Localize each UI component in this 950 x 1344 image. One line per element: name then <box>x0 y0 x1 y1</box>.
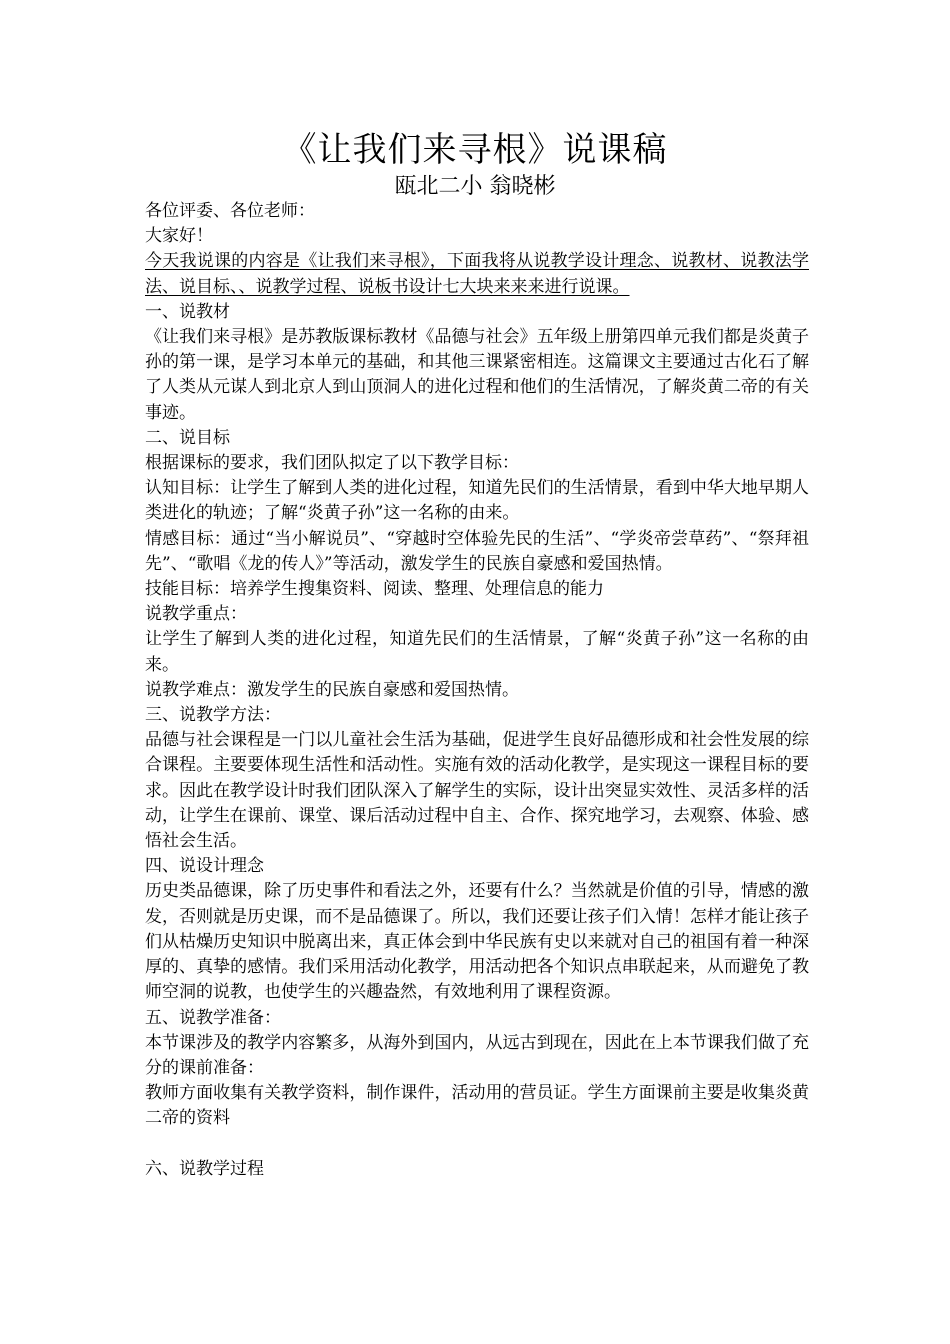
subheading: 说教学重点： <box>145 604 247 625</box>
body-paragraph: 《让我们来寻根》是苏教版课标教材《品德与社会》五年级上册第四单元我们都是炎黄子孙的第一课，是学习本单元的基础，和其他三课紧密相连。这篇课文主要通过古化石了解了人类从元谋人到北京人到山顶洞人的进化过程和他们的生活情况，了解炎黄二帝的有关事迹。 <box>145 327 809 423</box>
section-heading: 五、说教学准备： <box>145 1007 281 1028</box>
body-paragraph: 品德与社会课程是一门以儿童社会生活为基础，促进学生良好品德形成和社会性发展的综合课程。主要要体现生活性和活动性。实施有效的活动化教学，是实现这一课程目标的要求。因此在教学设计时我们团队深入了解学生的实际，设计出突显实效性、灵活多样的活动，让学生在课前、课堂、课后活动过程中自主、合作、探究地学习，去观察、体验、感悟社会生活。 <box>145 730 809 852</box>
section-heading: 二、说目标 <box>145 427 230 448</box>
document-title: 《让我们来寻根》说课稿 <box>282 130 668 170</box>
document-body <box>145 199 809 1182</box>
section-heading: 六、说教学过程 <box>145 1158 264 1179</box>
body-paragraph: 本节课涉及的教学内容繁多，从海外到国内，从远古到现在，因此在上本节课我们做了充分的课前准备： <box>145 1032 809 1078</box>
body-paragraph: 认知目标：让学生了解到人类的进化过程，知道先民们的生活情景，看到中华大地早期人类进化的轨迹；了解“炎黄子孙”这一名称的由来。 <box>145 478 809 524</box>
body-paragraph: 情感目标：通过“当小解说员”、“穿越时空体验先民的生活”、“学炎帝尝草药”、“祭拜祖先”、“歌唱《龙的传人》”等活动，激发学生的民族自豪感和爱国热情。 <box>145 528 809 574</box>
greeting-line: 大家好！ <box>145 226 213 247</box>
section-heading: 四、说设计理念 <box>145 856 264 877</box>
body-paragraph: 说教学难点：激发学生的民族自豪感和爱国热情。 <box>145 679 519 700</box>
body-paragraph: 教师方面收集有关教学资料，制作课件，活动用的营员证。学生方面课前主要是收集炎黄二帝的资料 <box>145 1083 809 1129</box>
section-heading: 一、说教材 <box>145 301 230 322</box>
blank-line <box>145 1132 809 1157</box>
body-paragraph: 技能目标：培养学生搜集资料、阅读、整理、处理信息的能力 <box>145 579 604 600</box>
intro-paragraph: 今天我说课的内容是《让我们来寻根》，下面我将从说教学设计理念、说教材、说教法学法、说目标、、说教学过程、说板书设计七大块来来来进行说课。 <box>145 251 809 297</box>
body-paragraph: 历史类品德课，除了历史事件和看法之外，还要有什么？当然就是价值的引导，情感的激发，否则就是历史课，而不是品德课了。所以，我们还要让孩子们入情！怎样才能让孩子们从枯燥历史知识中脱离出来，真正体会到中华民族有史以来就对自己的祖国有着一种深厚的、真挚的感情。我们采用活动化教学，用活动把各个知识点串联起来，从而避免了教师空洞的说教，也使学生的兴趣盎然，有效地利用了课程资源。 <box>145 881 809 1003</box>
body-paragraph: 让学生了解到人类的进化过程，知道先民们的生活情景，了解“炎黄子孙”这一名称的由来。 <box>145 629 809 675</box>
body-paragraph: 根据课标的要求，我们团队拟定了以下教学目标： <box>145 453 519 474</box>
section-heading: 三、说教学方法： <box>145 705 281 726</box>
document-author: 瓯北二小 翁晓彬 <box>394 174 556 199</box>
greeting-line: 各位评委、各位老师： <box>145 201 315 221</box>
